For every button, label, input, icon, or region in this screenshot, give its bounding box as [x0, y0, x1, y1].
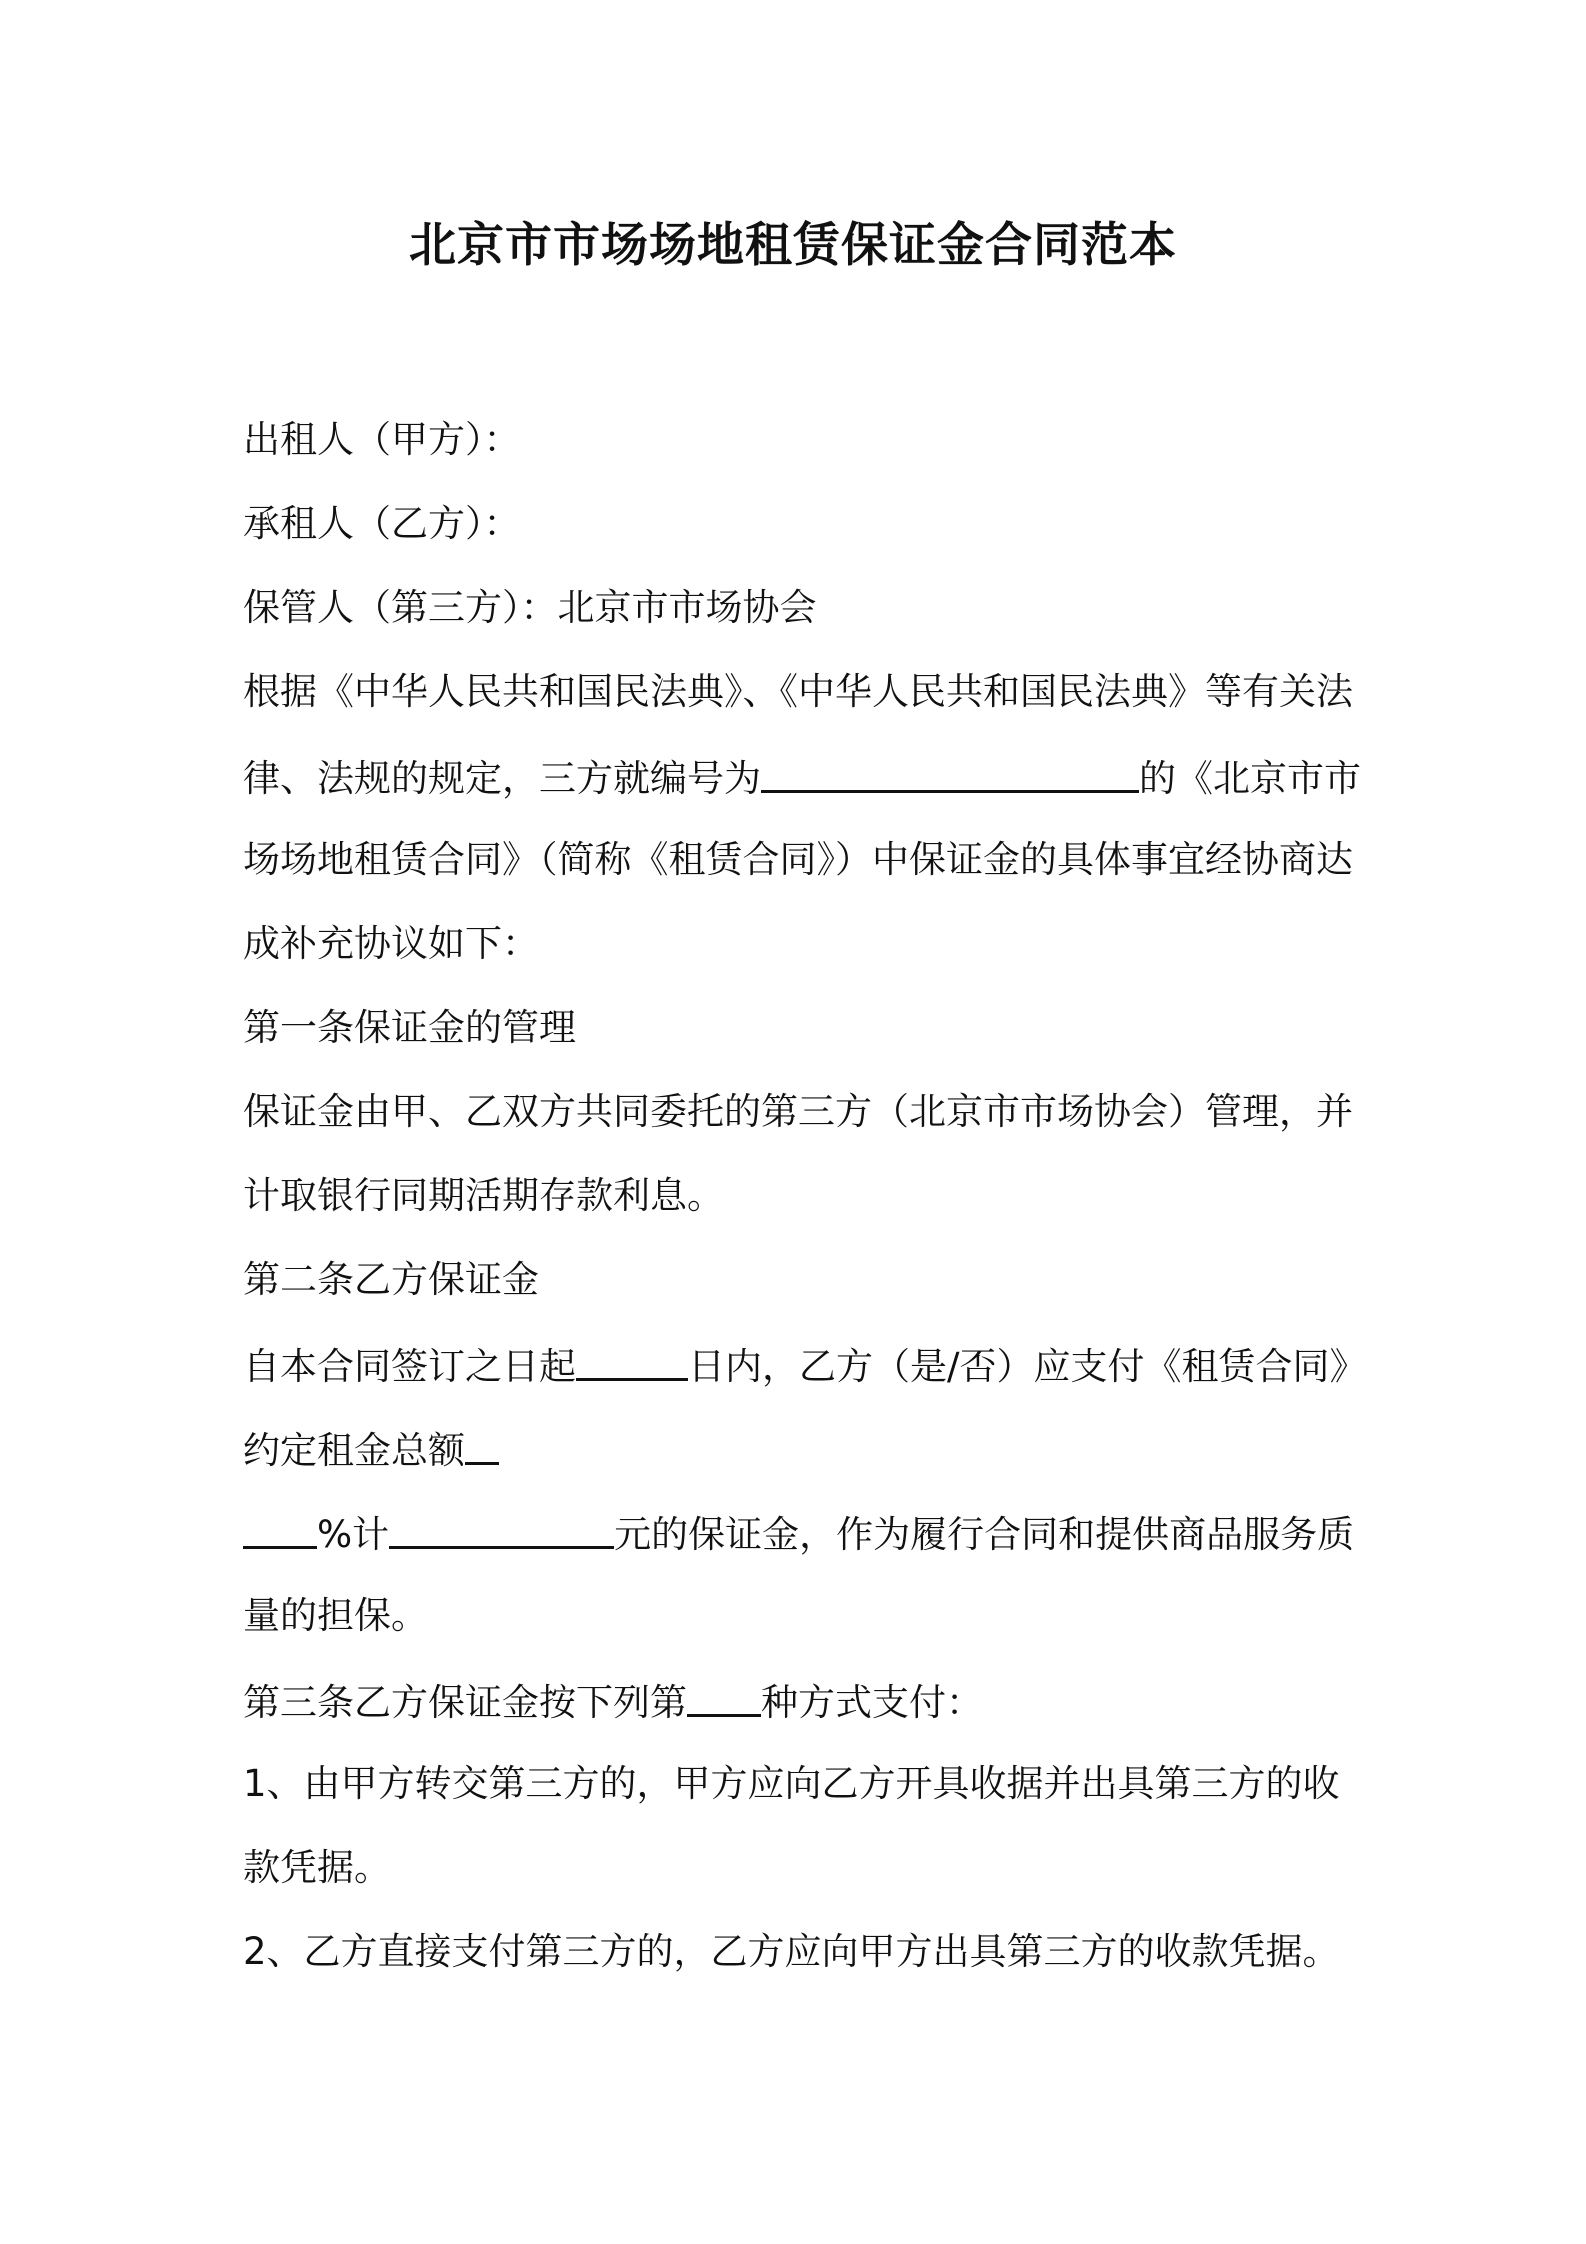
article-2-line-1-text-end: 日内，乙方（是/否）应支付《租赁合同》 [688, 1345, 1367, 1388]
article-2-line-3-text-end: 元的保证金，作为履行合同和提供商品服务质 [614, 1513, 1355, 1556]
article-1-line-2: 计取银行同期活期存款利息。 [243, 1174, 724, 1217]
preamble-line-2-text-start: 律、法规的规定，三方就编号为 [243, 757, 761, 800]
document-title: 北京市市场场地租赁保证金合同范本 [409, 218, 1177, 273]
party-a-line: 出租人（甲方）： [243, 418, 521, 461]
party-b-line: 承租人（乙方）： [243, 502, 521, 545]
article-2-line-2 [243, 1420, 499, 1479]
custodian-line: 保管人（第三方）：北京市市场协会 [243, 586, 817, 629]
days-blank [576, 1338, 688, 1381]
payment-method-blank [687, 1674, 761, 1717]
article-2-line-3 [243, 1504, 1354, 1563]
preamble-line-2-text-end: 的《北京市市 [1139, 757, 1361, 800]
percent-text: %计 [317, 1513, 390, 1556]
article-2-line-4: 量的担保。 [243, 1594, 428, 1637]
article-3-option-1-line-2: 款凭据。 [243, 1846, 391, 1889]
article-2-heading: 第二条乙方保证金 [243, 1258, 539, 1301]
article-2-line-2-text: 约定租金总额 [243, 1429, 465, 1472]
article-1-heading: 第一条保证金的管理 [243, 1006, 576, 1049]
contract-number-blank [761, 750, 1139, 793]
preamble-line-2 [243, 748, 1361, 807]
article-2-line-1 [243, 1336, 1366, 1395]
total-rent-blank [465, 1422, 499, 1465]
article-3-heading-text-start: 第三条乙方保证金按下列第 [243, 1681, 687, 1724]
preamble-line-4: 成补充协议如下： [243, 922, 539, 965]
article-2-line-1-text-start: 自本合同签订之日起 [243, 1345, 576, 1388]
article-3-option-1-line-1: 1、由甲方转交第三方的，甲方应向乙方开具收据并出具第三方的收 [243, 1762, 1340, 1805]
amount-blank [389, 1506, 614, 1549]
article-3-option-2: 2、乙方直接支付第三方的，乙方应向甲方出具第三方的收款凭据。 [243, 1930, 1340, 1973]
article-1-line-1: 保证金由甲、乙双方共同委托的第三方（北京市市场协会）管理，并 [243, 1090, 1353, 1133]
percent-blank [243, 1506, 317, 1549]
preamble-line-3: 场场地租赁合同》（简称《租赁合同》）中保证金的具体事宜经协商达 [243, 838, 1353, 881]
article-3-heading-text-end: 种方式支付： [761, 1681, 983, 1724]
preamble-line-1: 根据《中华人民共和国民法典》、《中华人民共和国民法典》等有关法 [243, 670, 1353, 713]
article-3-heading [243, 1672, 983, 1731]
